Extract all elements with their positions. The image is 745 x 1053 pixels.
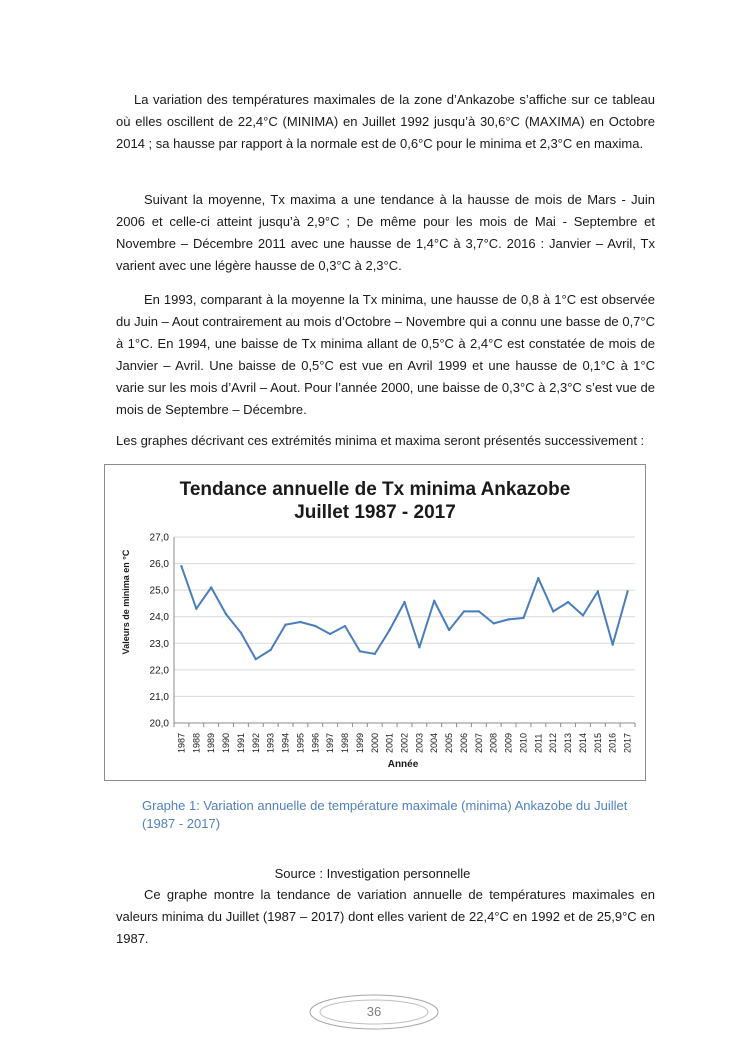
- data-point: [567, 601, 569, 603]
- series-line-tx-minima: [181, 566, 627, 659]
- data-point: [537, 577, 539, 579]
- data-point: [180, 565, 182, 567]
- x-tick-label: 2009: [503, 732, 514, 753]
- x-tick-label: 2007: [473, 732, 484, 753]
- x-tick-label: 2005: [444, 732, 455, 753]
- data-point: [225, 613, 227, 615]
- x-tick-label: 2003: [414, 732, 425, 753]
- x-tick-label: 2010: [518, 732, 529, 753]
- data-point: [374, 653, 376, 655]
- x-axis-label: Année: [387, 759, 419, 770]
- paragraph-tx-minima-1993: En 1993, comparant à la moyenne la Tx minima, une hausse de 0,8 à 1°C est observée du Juin – Aout contrairement au mois d’Octobre – Novembre qui a connu une basse de 0,7°C à 1°C. En 1994, une baisse de Tx minima allant de 0,5°C à 2,4°C est constatée de mois de Janvier – Avril. Une baisse de 0,5°C est vue en Avril 1999 et une hausse de 0,1°C à 1°C varie sur les mois d’Avril – Aout. Pour l’année 2000, une baisse de 0,3°C à 2,3°C s’est vue de mois de Septembre – Décembre.: [116, 292, 655, 417]
- chart-subtitle: Juillet 1987 - 2017: [294, 502, 456, 523]
- y-tick-label: 25,0: [149, 585, 169, 597]
- data-point: [478, 610, 480, 612]
- data-point: [611, 643, 613, 645]
- data-point: [344, 625, 346, 627]
- x-tick-label: 2012: [548, 732, 559, 753]
- data-point: [388, 629, 390, 631]
- chart-title: Tendance annuelle de Tx minima Ankazobe: [179, 479, 571, 500]
- x-tick-label: 2013: [563, 732, 574, 753]
- figure-caption: Graphe 1: Variation annuelle de température maximale (minima) Ankazobe du Juillet (1987 - 2017): [142, 798, 628, 831]
- x-tick-label: 1994: [280, 732, 291, 753]
- paragraph-temperature-variation: La variation des températures maximales de la zone d’Ankazobe s’affiche sur ce tableau où elles oscillent de 22,4°C (MINIMA) en Juillet 1992 jusqu’à 30,6°C (MAXIMA) en Octobre 2014 ; sa hausse par rapport à la normale est de 0,6°C pour le minima et 2,3°C en maxima.: [116, 92, 655, 151]
- x-tick-label: 1991: [235, 732, 246, 753]
- data-point: [240, 631, 242, 633]
- data-point: [284, 623, 286, 625]
- y-tick-label: 22,0: [149, 665, 169, 677]
- line-chart: [105, 465, 645, 780]
- data-point: [522, 617, 524, 619]
- data-point: [255, 658, 257, 660]
- x-tick-label: 2017: [622, 732, 633, 753]
- x-tick-label: 2008: [488, 732, 499, 753]
- x-tick-label: 1988: [191, 732, 202, 753]
- data-point: [552, 610, 554, 612]
- chart-frame: [104, 464, 646, 781]
- x-tick-label: 2001: [384, 732, 395, 753]
- x-tick-label: 2015: [592, 732, 603, 753]
- x-tick-label: 1993: [265, 732, 276, 753]
- x-tick-label: 2011: [533, 733, 544, 753]
- data-point: [403, 601, 405, 603]
- data-point: [493, 622, 495, 624]
- page-number-badge: [308, 993, 440, 1031]
- page-number: 36: [366, 1004, 382, 1019]
- x-tick-label: 1996: [310, 732, 321, 753]
- data-point: [269, 649, 271, 651]
- x-tick-label: 1997: [325, 732, 336, 753]
- grid-lines: [174, 537, 635, 696]
- data-point: [418, 646, 420, 648]
- x-tick-label: 2000: [369, 732, 380, 753]
- data-point: [582, 614, 584, 616]
- paragraph-tx-maxima-trend: Suivant la moyenne, Tx maxima a une tendance à la hausse de mois de Mars - Juin 2006 et celle-ci atteint jusqu’à 2,9°C ; De même pour les mois de Mai - Septembre et Novembre – Décembre 2011 avec une hausse de 1,4°C à 3,7°C. 2016 : Janvier – Avril, Tx varient avec une légère hausse de 0,3°C à 2,3°C.: [116, 192, 655, 273]
- data-point: [359, 650, 361, 652]
- data-point: [314, 625, 316, 627]
- source-line: Source : Investigation personnelle: [274, 866, 471, 881]
- data-point: [626, 590, 628, 592]
- y-tick-label: 23,0: [149, 638, 169, 650]
- axes: [174, 537, 635, 727]
- x-tick-label: 1989: [206, 732, 217, 753]
- y-tick-labels: [150, 533, 170, 730]
- data-point: [507, 618, 509, 620]
- y-tick-label: 21,0: [149, 691, 169, 703]
- x-tick-label: 1992: [250, 732, 261, 753]
- x-tick-label: 1987: [176, 732, 187, 753]
- data-point: [597, 590, 599, 592]
- data-point: [463, 610, 465, 612]
- data-point: [299, 621, 301, 623]
- x-tick-label: 2016: [607, 732, 618, 753]
- x-tick-label: 2004: [429, 732, 440, 753]
- y-tick-label: 26,0: [149, 559, 169, 571]
- paragraph-graph-description: Ce graphe montre la tendance de variation annuelle de températures maximales en valeurs minima du Juillet (1987 – 2017) dont elles varient de 22,4°C en 1992 et de 25,9°C en 1987.: [116, 887, 655, 946]
- data-point: [195, 608, 197, 610]
- y-axis-label: Valeurs de minima en °C: [121, 549, 131, 655]
- series-layer: [180, 565, 629, 660]
- x-tick-label: 1995: [295, 732, 306, 753]
- y-tick-label: 24,0: [149, 612, 169, 624]
- data-point: [448, 629, 450, 631]
- x-tick-labels: [176, 733, 632, 753]
- x-tick-label: 1998: [340, 732, 351, 753]
- data-point: [329, 633, 331, 635]
- x-tick-label: 2006: [458, 732, 469, 753]
- data-point: [210, 586, 212, 588]
- y-tick-label: 27,0: [149, 532, 169, 544]
- x-tick-label: 1999: [354, 732, 365, 753]
- paragraph-graphs-intro: Les graphes décrivant ces extrémités minima et maxima seront présentés successivement :: [116, 433, 645, 448]
- y-tick-label: 20,0: [149, 718, 169, 730]
- x-tick-label: 2002: [399, 732, 410, 753]
- x-tick-label: 1990: [221, 732, 232, 753]
- data-point: [433, 600, 435, 602]
- x-tick-label: 2014: [577, 732, 588, 753]
